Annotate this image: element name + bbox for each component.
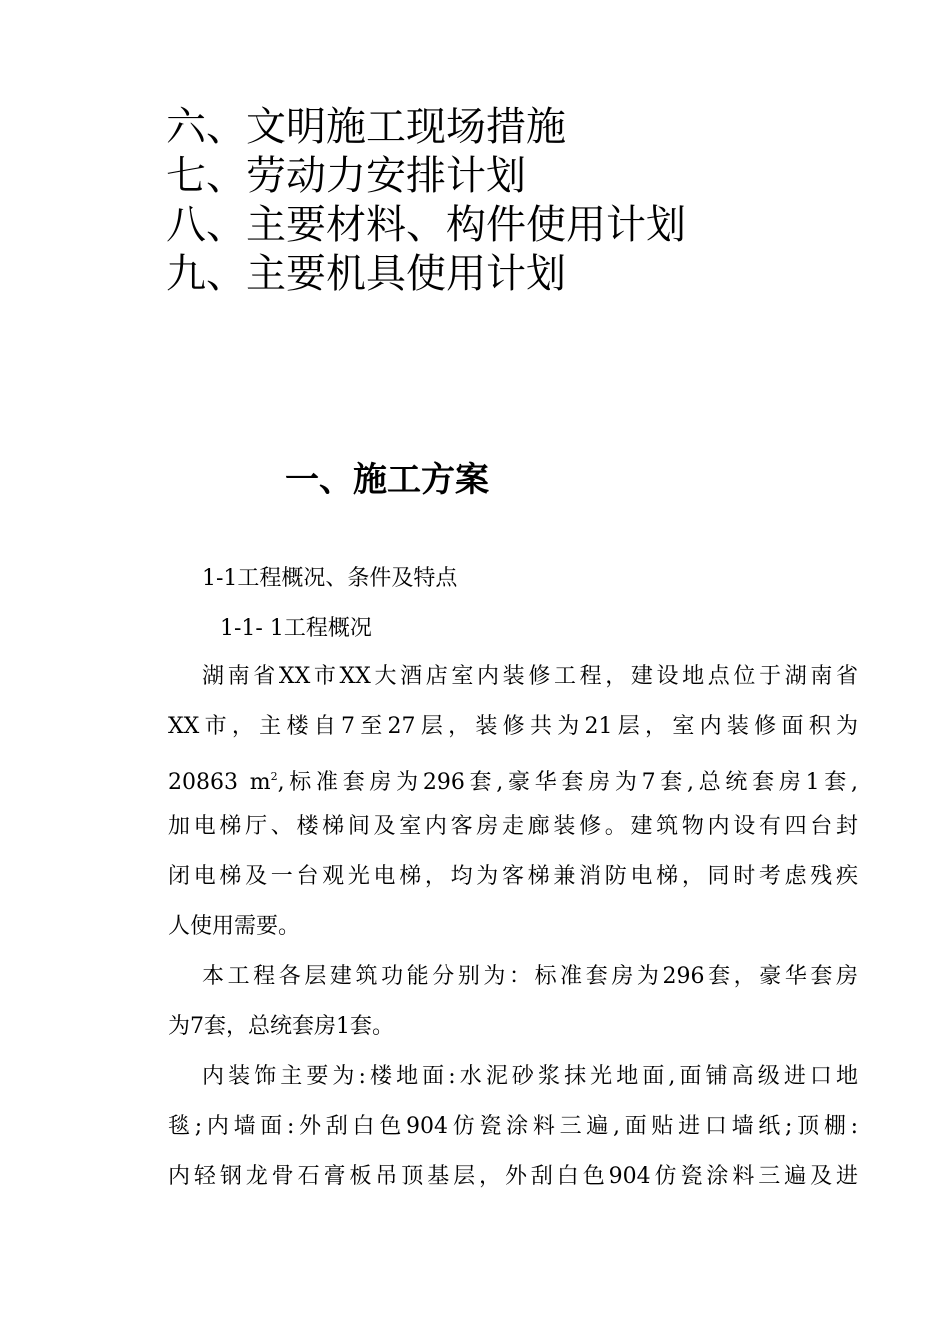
line-text: ,标准套房为296套,豪华套房为7套,总统套房1套, — [277, 770, 858, 795]
paragraph-line: 加电梯厅、楼梯间及室内客房走廊装修。建筑物内设有四台封 — [168, 814, 858, 839]
toc-item-9: 九、主要机具使用计划 — [166, 251, 566, 297]
paragraph-line: 人使用需要。 — [168, 914, 301, 939]
paragraph-line: 本工程各层建筑功能分别为：标准套房为296套，豪华套房 — [202, 964, 858, 989]
paragraph-line: 毯;内墙面:外刮白色904仿瓷涂料三遍,面贴进口墙纸;顶棚: — [168, 1114, 858, 1139]
section-title: 一、施工方案 — [285, 460, 489, 500]
area-unit-superscript: 2 — [270, 770, 278, 783]
paragraph-line: 为7套，总统套房1套。 — [168, 1014, 394, 1039]
toc-item-6: 六、文明施工现场措施 — [166, 104, 566, 150]
paragraph-line: XX市，主楼自7至27层，装修共为21层，室内装修面积为 — [168, 714, 858, 739]
area-value: 20863 m — [168, 770, 271, 795]
subsection-heading: 1-1工程概况、条件及特点 — [202, 566, 458, 591]
paragraph-building-function — [168, 952, 858, 1052]
toc-item-8: 八、主要材料、构件使用计划 — [166, 202, 686, 248]
paragraph-line: 内装饰主要为:楼地面:水泥砂浆抹光地面,面铺高级进口地 — [202, 1064, 858, 1089]
table-of-contents — [166, 103, 686, 299]
paragraph-line: 湖南省XX市XX大酒店室内装修工程，建设地点位于湖南省 — [202, 664, 858, 689]
paragraph-line: 闭电梯及一台观光电梯，均为客梯兼消防电梯，同时考虑残疾 — [168, 864, 858, 889]
paragraph-line — [168, 752, 858, 802]
paragraph-line: 内轻钢龙骨石膏板吊顶基层，外刮白色904仿瓷涂料三遍及进 — [168, 1164, 858, 1189]
subsubsection-heading: 1-1- 1工程概况 — [220, 616, 372, 641]
paragraph-interior-decoration — [168, 1052, 858, 1202]
paragraph-project-overview — [168, 652, 858, 952]
toc-item-7: 七、劳动力安排计划 — [166, 153, 526, 199]
